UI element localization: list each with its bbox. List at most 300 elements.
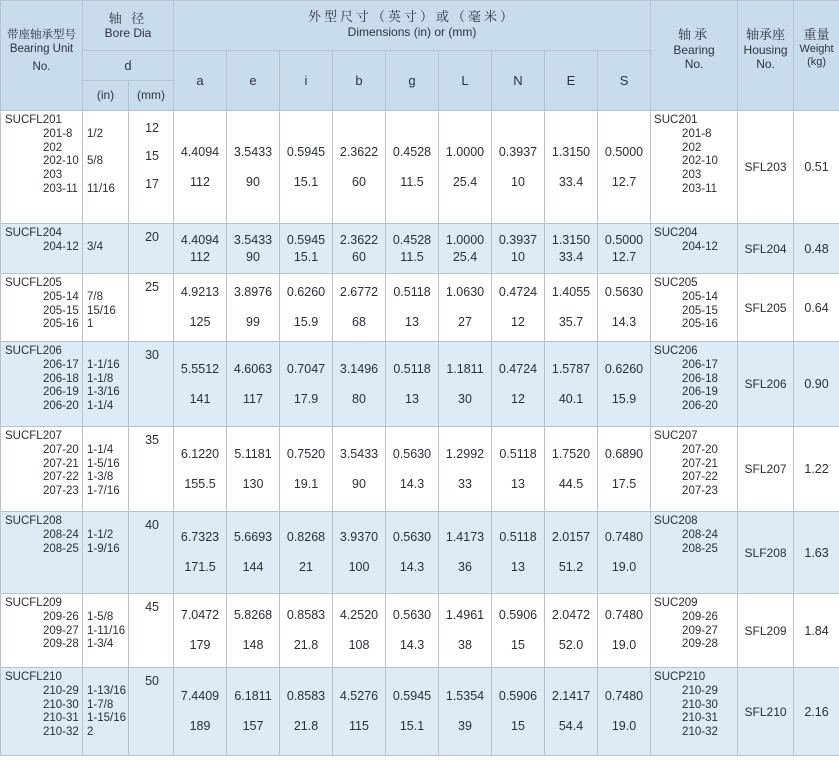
dim-mm-value: 115 — [349, 719, 369, 733]
dim-mm-value: 112 — [190, 174, 210, 189]
dim-mm-value: 14.3 — [399, 560, 425, 574]
dim-cell-i — [280, 342, 333, 427]
dim-mm-value: 179 — [189, 638, 211, 652]
dim-inch-value: 0.5118 — [393, 361, 431, 376]
dim-mm-value: 33 — [458, 476, 472, 491]
dim-cell-g — [386, 427, 439, 512]
dim-inch-value: 0.5000 — [604, 144, 644, 159]
dim-inch-value: 1.3150 — [551, 144, 591, 159]
dim-cell-i — [280, 668, 333, 756]
bearing-model: SUCP210 — [654, 671, 706, 683]
dim-mm-value: 17.9 — [293, 391, 319, 406]
dimensions-header — [174, 1, 651, 51]
bore-dia-header — [83, 1, 174, 51]
bearing-variant: 209-27 — [682, 624, 718, 637]
bore-in-value: 1-7/16 — [87, 485, 120, 498]
weight-en-label-1: Weight — [799, 42, 834, 55]
dim-inch-value: 0.5945 — [286, 232, 326, 247]
dim-cell-g — [386, 274, 439, 342]
dim-inch-value: 0.5000 — [604, 232, 644, 247]
dim-inch-value: 4.4094 — [180, 144, 220, 159]
dim-mm-value: 15.1 — [293, 174, 319, 189]
dim-inch-value: 4.6063 — [233, 361, 273, 376]
bearing-no-cell — [651, 342, 738, 427]
bearing-variant: 206-19 — [682, 386, 718, 399]
dim-inch-value: 0.3937 — [498, 232, 538, 247]
dim-inch-value: 0.5630 — [392, 608, 432, 623]
bore-in-value: 1-5/8 — [87, 610, 114, 623]
weight-cell: 1.63 — [794, 512, 839, 594]
bore-in-value: 1-7/8 — [87, 698, 114, 711]
bearing-cn-label: 轴承 — [678, 27, 711, 42]
dim-col-l: L — [439, 51, 492, 111]
dim-cell-a — [174, 594, 227, 668]
dim-cell-a — [174, 427, 227, 512]
table-body — [1, 111, 839, 756]
dim-inch-value: 0.5945 — [286, 144, 326, 159]
unit-variant: 208-24 — [43, 528, 79, 541]
dim-mm-value: 11.5 — [400, 174, 424, 189]
dim-inch-value: 0.7520 — [286, 446, 326, 461]
dim-mm-value: 19.0 — [611, 560, 637, 574]
bore-in-value — [87, 515, 128, 529]
dim-mm-value: 15 — [511, 638, 525, 652]
bore-in-value — [87, 169, 128, 183]
dim-inch-value: 0.4528 — [392, 144, 432, 159]
unit-no-cell — [1, 512, 83, 594]
dim-inch-value: 0.6890 — [604, 446, 644, 461]
bore-in-value: 7/8 — [87, 290, 103, 303]
dim-inch-value: 2.3622 — [339, 232, 379, 247]
dim-cell-n — [492, 427, 545, 512]
dim-cell-e — [227, 274, 280, 342]
dim-cell-s — [598, 427, 651, 512]
bore-cn-label: 轴 径 — [108, 10, 148, 26]
dim-inch-value: 6.1220 — [180, 446, 220, 461]
dim-cell-g — [386, 594, 439, 668]
unit-no-cell — [1, 594, 83, 668]
dim-cell-a — [174, 512, 227, 594]
bearing-variant: 210-32 — [682, 726, 718, 739]
dim-cell-n — [492, 512, 545, 594]
dim-inch-value: 0.6260 — [604, 361, 644, 376]
unit-en-label-2: No. — [32, 60, 51, 73]
bore-in-value: 11/16 — [87, 182, 115, 195]
dim-mm-value: 90 — [246, 174, 260, 189]
dim-mm-value: 90 — [246, 249, 260, 264]
dim-cell-s — [598, 224, 651, 274]
dim-inch-value: 1.7520 — [551, 446, 591, 461]
dim-mm-value: 100 — [348, 560, 370, 574]
dim-inch-value: 0.6260 — [286, 285, 326, 300]
weight-cell: 0.51 — [794, 111, 839, 224]
dim-cell-a — [174, 274, 227, 342]
dim-inch-value: 5.8268 — [233, 608, 273, 623]
dim-cell-e-upper — [545, 594, 598, 668]
table-row — [1, 111, 839, 224]
bore-mm-cell — [129, 274, 174, 342]
dim-inch-value: 4.4094 — [180, 232, 220, 247]
dim-inch-value: 0.5630 — [392, 530, 432, 545]
table-row — [1, 342, 839, 427]
bore-in-value: 1-1/16 — [87, 358, 120, 371]
bore-in-value: 1/2 — [87, 127, 103, 140]
unit-variant: 206-20 — [43, 400, 79, 413]
dim-mm-value: 39 — [458, 719, 472, 733]
dim-mm-value: 36 — [458, 560, 472, 574]
dim-cell-l — [439, 111, 492, 224]
bore-in-value: 1-9/16 — [87, 542, 120, 555]
dim-mm-value: 10 — [511, 174, 525, 189]
housing-cn-label: 轴承座 — [746, 27, 786, 42]
bore-in-cell — [83, 512, 129, 594]
dim-inch-value: 0.5945 — [392, 689, 432, 704]
housing-no-header — [738, 1, 794, 111]
bearing-variant: 205-14 — [682, 290, 718, 303]
bore-in-value — [87, 430, 128, 444]
dim-cell-n — [492, 594, 545, 668]
table-row — [1, 512, 839, 594]
bore-mm-value: 15 — [145, 148, 159, 163]
dim-cell-s — [598, 512, 651, 594]
bore-in-cell — [83, 668, 129, 756]
dim-cell-s — [598, 274, 651, 342]
dim-cell-i — [280, 274, 333, 342]
weight-cn-label: 重量 — [803, 27, 830, 42]
dim-cell-i — [280, 512, 333, 594]
dim-inch-value: 7.0472 — [180, 608, 220, 623]
dim-inch-value: 3.8976 — [233, 285, 273, 300]
dim-cell-e-upper — [545, 427, 598, 512]
dim-cell-e-upper — [545, 111, 598, 224]
bearing-model: SUC205 — [654, 277, 698, 289]
dim-col-i: i — [280, 51, 333, 111]
bearing-model: SUC204 — [654, 227, 698, 239]
dim-mm-value: 38 — [458, 638, 472, 652]
dim-inch-value: 3.5433 — [233, 144, 273, 159]
weight-cell: 1.84 — [794, 594, 839, 668]
unit-no-cell — [1, 111, 83, 224]
dim-cell-a — [174, 668, 227, 756]
bore-in-value — [87, 142, 128, 156]
dim-inch-value: 1.5354 — [445, 689, 485, 704]
dim-cell-s — [598, 111, 651, 224]
dim-inch-value: 0.7480 — [604, 608, 644, 623]
housing-no-cell: SFL209 — [738, 594, 794, 668]
dim-inch-value: 3.5433 — [233, 232, 273, 247]
dim-inch-value: 0.5118 — [393, 285, 431, 300]
unit-variant: 210-30 — [43, 698, 79, 711]
table-row — [1, 594, 839, 668]
unit-variant: 207-21 — [43, 457, 79, 470]
bearing-variant: 202 — [682, 141, 702, 154]
dim-mm-value: 33.4 — [558, 249, 584, 264]
bore-in-cell — [83, 594, 129, 668]
dim-mm-value: 11.5 — [400, 249, 424, 264]
bearing-no-cell — [651, 111, 738, 224]
dim-mm-value: 21.8 — [293, 719, 319, 733]
weight-cell: 1.22 — [794, 427, 839, 512]
table-header — [1, 1, 839, 111]
bore-mm-value: 35 — [145, 433, 159, 447]
weight-en-label-2: (kg) — [807, 55, 827, 68]
table-row — [1, 224, 839, 274]
dim-inch-value: 2.0472 — [551, 608, 591, 623]
unit-model: SUCFL207 — [5, 430, 62, 442]
dim-cell-n — [492, 274, 545, 342]
unit-variant: 210-29 — [43, 684, 79, 697]
dim-cell-g — [386, 111, 439, 224]
dim-mm-value: 14.3 — [399, 476, 425, 491]
bore-in-value: 2 — [87, 726, 94, 739]
dim-cell-g — [386, 224, 439, 274]
dim-mm-value: 15.1 — [293, 249, 319, 264]
bore-in-cell — [83, 111, 129, 224]
unit-variant: 205-16 — [43, 318, 79, 331]
dim-inch-value: 3.9370 — [339, 530, 379, 545]
housing-no-cell: SFL204 — [738, 224, 794, 274]
bore-mm-cell — [129, 111, 174, 224]
housing-no-cell: SLF208 — [738, 512, 794, 594]
dim-inch-value: 0.3937 — [498, 144, 538, 159]
dim-col-a: a — [174, 51, 227, 111]
unit-variant: 203 — [43, 169, 63, 182]
dim-mm-value: 30 — [458, 391, 472, 406]
bearing-variant: 207-20 — [682, 443, 718, 456]
dim-inch-value: 0.4724 — [498, 285, 538, 300]
dim-mm-value: 13 — [405, 315, 419, 329]
dim-col-g: g — [386, 51, 439, 111]
weight-header — [794, 1, 839, 111]
bearing-no-header — [651, 1, 738, 111]
dim-mm-value: 17.5 — [611, 476, 637, 491]
housing-no-cell: SFL207 — [738, 427, 794, 512]
dim-cell-b — [333, 594, 386, 668]
bearing-variant: 206-20 — [682, 400, 718, 413]
dim-cell-n — [492, 342, 545, 427]
bore-in-value: 1-13/16 — [87, 684, 127, 697]
bearing-variant: 209-26 — [682, 610, 718, 623]
dim-inch-value: 0.7047 — [286, 361, 326, 376]
bearing-variant: 210-29 — [682, 684, 718, 697]
bore-in-value — [87, 114, 128, 128]
bore-in-value: 1-1/8 — [87, 372, 114, 385]
dim-inch-value: 5.5512 — [180, 361, 220, 376]
bore-mm-cell — [129, 668, 174, 756]
bearing-no-cell — [651, 668, 738, 756]
unit-no-cell — [1, 224, 83, 274]
dim-mm-value: 112 — [190, 249, 210, 264]
bearing-model: SUC209 — [654, 597, 698, 609]
unit-en-label-1: Bearing Unit — [9, 42, 74, 55]
dim-cell-a — [174, 111, 227, 224]
bore-in-header: (in) — [83, 81, 129, 111]
bearing-variant: 205-16 — [682, 318, 718, 331]
bore-in-value: 15/16 — [87, 304, 116, 317]
bore-in-value: 1-5/16 — [87, 457, 120, 470]
dim-mm-value: 157 — [242, 719, 264, 733]
bearing-variant: 204-12 — [682, 240, 718, 253]
dim-inch-value: 1.3150 — [551, 232, 591, 247]
dim-cell-n — [492, 111, 545, 224]
dim-inch-value: 1.0000 — [445, 144, 485, 159]
dim-mm-value: 12.7 — [611, 174, 637, 189]
dim-inch-value: 1.0000 — [445, 232, 485, 247]
bearing-variant: 208-25 — [682, 542, 718, 555]
bore-in-value: 1-3/8 — [87, 471, 114, 484]
unit-model: SUCFL206 — [5, 345, 62, 357]
bore-mm-value: 40 — [145, 518, 159, 532]
dim-inch-value: 0.5906 — [498, 689, 538, 704]
dim-cell-e-upper — [545, 668, 598, 756]
unit-no-cell — [1, 342, 83, 427]
dim-inch-value: 5.6693 — [233, 530, 273, 545]
dim-inch-value: 0.8583 — [286, 608, 326, 623]
dim-mm-value: 21.8 — [293, 638, 319, 652]
dim-mm-value: 51.2 — [558, 560, 584, 574]
bore-mm-cell — [129, 512, 174, 594]
dim-mm-value: 15 — [511, 719, 525, 733]
dim-cell-l — [439, 512, 492, 594]
dim-cell-g — [386, 342, 439, 427]
dim-inch-value: 5.1181 — [234, 446, 272, 461]
dim-cell-e — [227, 427, 280, 512]
dim-cell-e — [227, 594, 280, 668]
bearing-no-cell — [651, 224, 738, 274]
dim-cell-g — [386, 668, 439, 756]
bore-in-cell — [83, 342, 129, 427]
dim-cell-e — [227, 342, 280, 427]
bearing-variant: 210-31 — [682, 712, 718, 725]
dim-mm-value: 155.5 — [184, 476, 216, 491]
dim-inch-value: 0.8583 — [286, 689, 326, 704]
dim-mm-value: 52.0 — [558, 638, 584, 652]
dim-inch-value: 1.4055 — [551, 285, 591, 300]
dim-cell-i — [280, 594, 333, 668]
bearing-variant: 205-15 — [682, 304, 718, 317]
dim-mm-value: 25.4 — [452, 249, 478, 264]
unit-variant: 210-32 — [43, 726, 79, 739]
dim-col-e-upper: E — [545, 51, 598, 111]
dim-mm-value: 117 — [243, 391, 263, 406]
dim-mm-value: 60 — [352, 174, 366, 189]
bore-mm-header: (mm) — [129, 81, 174, 111]
unit-variant: 205-14 — [43, 290, 79, 303]
dim-mm-value: 141 — [189, 391, 211, 406]
dim-inch-value: 1.0630 — [445, 285, 485, 300]
dim-cell-s — [598, 594, 651, 668]
dim-cell-e-upper — [545, 224, 598, 274]
unit-no-cell — [1, 274, 83, 342]
dim-inch-value: 0.5118 — [499, 530, 537, 545]
bearing-model: SUC201 — [654, 114, 698, 126]
bore-d-header: d — [83, 51, 174, 81]
dim-mm-value: 125 — [189, 315, 211, 329]
bore-in-value — [87, 227, 128, 241]
bore-in-value: 3/4 — [87, 240, 103, 253]
dim-inch-value: 0.4724 — [498, 361, 538, 376]
unit-variant: 203-11 — [43, 182, 78, 195]
bore-in-value — [87, 671, 128, 685]
unit-model: SUCFL205 — [5, 277, 62, 289]
dim-mm-value: 15.1 — [399, 719, 425, 733]
bearing-variant: 210-30 — [682, 698, 718, 711]
bearing-model: SUC208 — [654, 515, 698, 527]
dim-cell-b — [333, 512, 386, 594]
bearing-no-cell — [651, 512, 738, 594]
dim-inch-value: 0.8268 — [286, 530, 326, 545]
dim-mm-value: 171.5 — [184, 560, 216, 574]
unit-variant: 210-31 — [43, 712, 79, 725]
dim-cell-b — [333, 427, 386, 512]
dim-mm-value: 10 — [511, 249, 525, 264]
dim-mm-value: 99 — [246, 315, 260, 329]
dim-inch-value: 2.3622 — [339, 144, 379, 159]
table-row — [1, 668, 839, 756]
dim-cell-i — [280, 224, 333, 274]
table-row — [1, 427, 839, 512]
dim-cell-b — [333, 224, 386, 274]
dim-mm-value: 90 — [352, 476, 366, 491]
bearing-variant: 203-11 — [682, 182, 718, 195]
bearing-en-label-2: No. — [684, 56, 704, 71]
dim-cell-e — [227, 111, 280, 224]
bore-mm-value: 17 — [145, 176, 159, 191]
dim-mm-value: 13 — [511, 560, 525, 574]
bearing-no-cell — [651, 274, 738, 342]
dim-inch-value: 1.4961 — [445, 608, 485, 623]
weight-cell: 0.48 — [794, 224, 839, 274]
dim-cell-s — [598, 342, 651, 427]
bore-in-value: 1 — [87, 318, 94, 331]
bore-in-value: 5/8 — [87, 155, 103, 168]
bore-mm-cell — [129, 427, 174, 512]
bearing-variant: 206-18 — [682, 372, 718, 385]
bearing-variant: 201-8 — [682, 127, 712, 140]
bearing-variant: 203 — [682, 169, 702, 182]
dim-cell-i — [280, 111, 333, 224]
dim-cell-l — [439, 224, 492, 274]
dim-cell-e-upper — [545, 274, 598, 342]
dim-inch-value: 0.5906 — [498, 608, 538, 623]
unit-variant: 206-18 — [43, 372, 79, 385]
dim-inch-value: 0.4528 — [392, 232, 432, 247]
dim-mm-value: 60 — [352, 249, 366, 264]
weight-cell: 0.90 — [794, 342, 839, 427]
dim-mm-value: 54.4 — [558, 719, 584, 733]
dim-mm-value: 27 — [458, 315, 472, 329]
dim-mm-value: 19.1 — [293, 476, 319, 491]
weight-cell: 0.64 — [794, 274, 839, 342]
weight-cell: 2.16 — [794, 668, 839, 756]
dim-cell-b — [333, 111, 386, 224]
bearing-no-cell — [651, 594, 738, 668]
dim-mm-value: 14.3 — [611, 315, 637, 329]
dim-inch-value: 4.5276 — [339, 689, 379, 704]
bearing-variant: 209-28 — [682, 638, 718, 651]
housing-no-cell: SFL205 — [738, 274, 794, 342]
bore-in-value: 1-1/2 — [87, 528, 114, 541]
dim-cell-s — [598, 668, 651, 756]
unit-variant: 202 — [43, 141, 63, 154]
bore-mm-cell — [129, 594, 174, 668]
dim-inch-value: 4.2520 — [339, 608, 379, 623]
dim-col-e: e — [227, 51, 280, 111]
dim-mm-value: 68 — [352, 315, 366, 329]
unit-model: SUCFL201 — [5, 114, 62, 126]
dim-cell-l — [439, 274, 492, 342]
dim-mm-value: 21 — [299, 560, 313, 574]
